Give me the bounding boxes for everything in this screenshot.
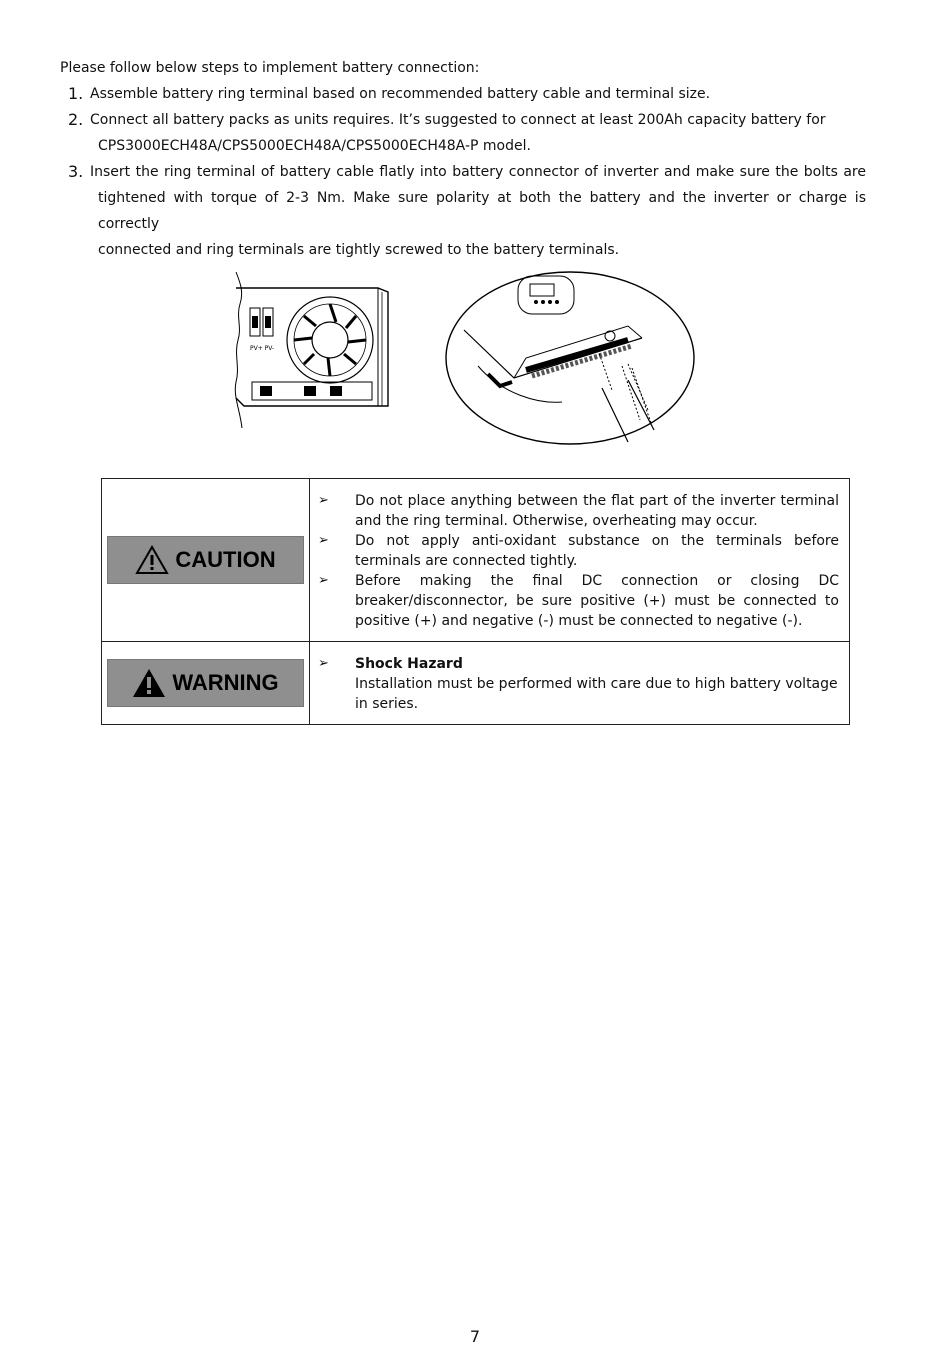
- step-text-continued: CPS3000ECH48A/CPS5000ECH48A/CPS5000ECH48A-P model.: [98, 138, 531, 154]
- intro-text: Please follow below steps to implement battery connection:: [60, 60, 480, 76]
- step-text-continued: connected and ring terminals are tightly screwed to the battery terminals.: [98, 242, 620, 258]
- caution-item-text: Before making the final DC connection or closing DC breaker/disconnector, be sure positive (+) must be connected to positive (+) and negative (-) must be connected to negative (-).: [355, 573, 839, 629]
- warning-item: [318, 654, 839, 714]
- warning-label-cell: [102, 642, 310, 725]
- step-text-continued: tightened with torque of 2-3 Nm. Make sure polarity at both the battery and the inverter or charge is correctly: [98, 190, 866, 232]
- step-3: [60, 159, 866, 263]
- caution-triangle-icon: [135, 545, 169, 575]
- warning-title: Shock Hazard: [355, 656, 463, 672]
- bullet-arrow-icon: ➢: [318, 493, 329, 508]
- caution-item: [318, 491, 839, 531]
- bullet-arrow-icon: ➢: [318, 533, 329, 548]
- bullet-arrow-icon: ➢: [318, 656, 329, 671]
- caution-row: [102, 479, 850, 642]
- battery-connector-zoom-illustration: [442, 270, 698, 450]
- warning-row: [102, 642, 850, 725]
- page-number: 7: [469, 1327, 481, 1346]
- steps-list: [60, 81, 866, 263]
- warning-label: WARNING: [172, 670, 279, 695]
- safety-notes-table: [101, 478, 850, 725]
- caution-label-cell: [102, 479, 310, 642]
- caution-item: [318, 571, 839, 631]
- caution-text-cell: [310, 479, 850, 642]
- caution-item-text: Do not place anything between the flat part of the inverter terminal and the ring terminal. Otherwise, overheating may occur.: [355, 493, 839, 529]
- step-2: [60, 107, 866, 159]
- step-text: Assemble battery ring terminal based on recommended battery cable and terminal size.: [90, 86, 711, 102]
- step-1: [60, 81, 866, 107]
- caution-sign: [107, 536, 304, 584]
- inverter-side-panel-illustration: [230, 270, 395, 430]
- step-text: Connect all battery packs as units requires. It’s suggested to connect at least 200Ah capacity battery for: [90, 112, 826, 128]
- warning-text: Installation must be performed with care due to high battery voltage in series.: [355, 676, 838, 712]
- caution-label: CAUTION: [175, 547, 276, 572]
- caution-item-text: Do not apply anti-oxidant substance on the terminals before terminals are connected tightly.: [355, 533, 839, 569]
- figures: [230, 270, 700, 450]
- step-number: 2.: [68, 110, 84, 129]
- bullet-arrow-icon: ➢: [318, 573, 329, 588]
- step-number: 3.: [68, 162, 84, 181]
- warning-text-cell: [310, 642, 850, 725]
- svg-text:PV+ PV-: PV+ PV-: [250, 345, 275, 352]
- caution-item: [318, 531, 839, 571]
- step-text: Insert the ring terminal of battery cable flatly into battery connector of inverter and make sure the bolts are: [90, 164, 866, 180]
- warning-triangle-icon: [132, 668, 166, 698]
- step-number: 1.: [68, 84, 84, 103]
- warning-sign: [107, 659, 304, 707]
